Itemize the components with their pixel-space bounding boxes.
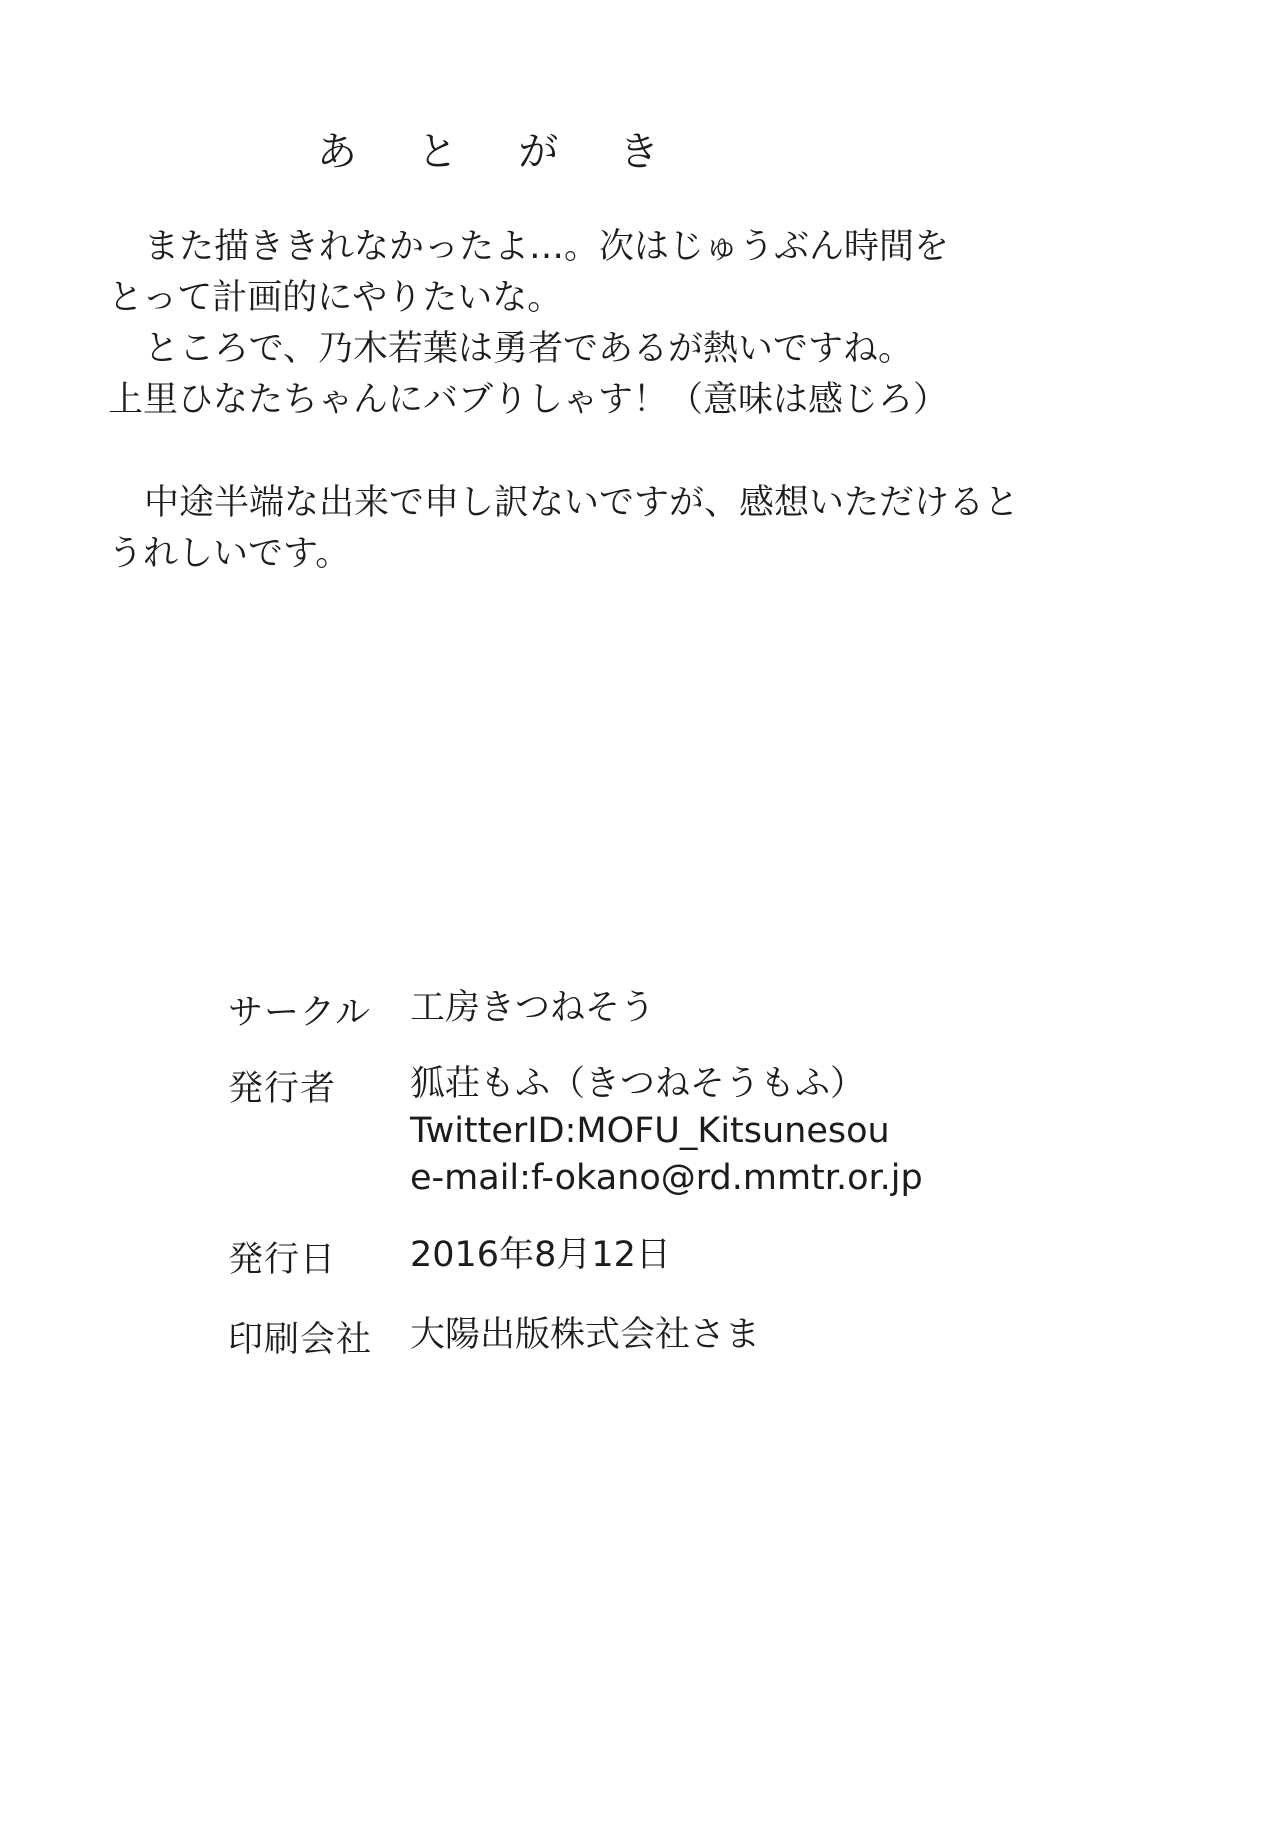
publication-date: 2016年8月12日 — [410, 1235, 671, 1275]
colophon-value-publisher — [410, 1061, 1128, 1202]
body-line-4: 上里ひなたちゃんにバブりしゃす！（意味は感じろ） — [108, 380, 949, 420]
circle-name: 工房きつねそう — [410, 988, 656, 1028]
printer-name: 大陽出版株式会社さま — [410, 1315, 761, 1355]
colophon — [228, 985, 1128, 1388]
publisher-twitter-id: TwitterID:MOFU_Kitsunesou — [410, 1111, 890, 1151]
colophon-value-circle — [410, 985, 1128, 1032]
colophon-value-printer — [410, 1312, 1128, 1359]
colophon-label-circle: サークル — [228, 993, 371, 1033]
colophon-label-date: 発行日 — [228, 1240, 337, 1280]
afterword-body — [108, 222, 1168, 580]
body-line-3: ところで、乃木若葉は勇者であるが熱いですね。 — [144, 329, 913, 369]
body-line-6: うれしいです。 — [108, 534, 351, 574]
page-title: あ と が き — [316, 129, 684, 175]
colophon-value-date — [410, 1232, 1128, 1279]
colophon-row-circle — [228, 985, 1128, 1035]
colophon-label-printer: 印刷会社 — [228, 1320, 373, 1360]
body-line-1: また描ききれなかったよ…。次はじゅうぶん時間を — [144, 227, 950, 267]
body-line-2: とって計画的にやりたいな。 — [108, 278, 563, 318]
colophon-row-printer — [228, 1312, 1128, 1362]
body-line-5: 中途半端な出来で申し訳ないですが、感想いただけると — [144, 483, 1020, 523]
publisher-email: e-mail:f-okano@rd.mmtr.or.jp — [410, 1158, 923, 1198]
publisher-name: 狐荘もふ（きつねそうもふ） — [410, 1064, 866, 1104]
colophon-row-date — [228, 1232, 1128, 1282]
colophon-label-publisher: 発行者 — [228, 1069, 337, 1109]
colophon-row-publisher — [228, 1061, 1128, 1202]
